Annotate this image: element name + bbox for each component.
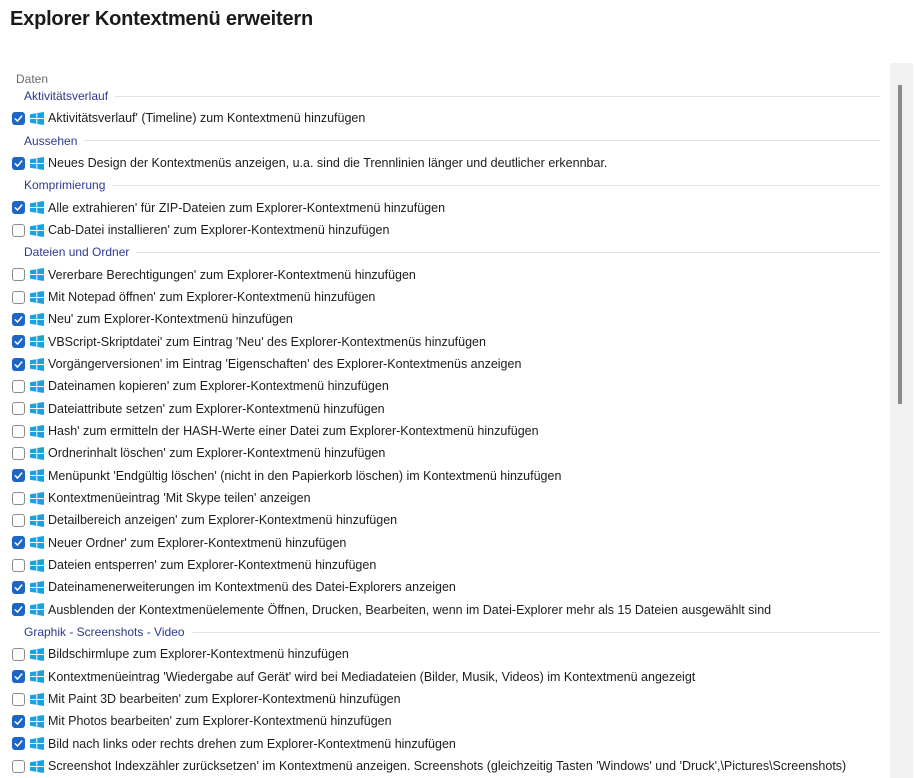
checkbox[interactable] <box>12 760 25 773</box>
checkbox-label[interactable]: Vorgängerversionen' im Eintrag 'Eigenschaften' des Explorer-Kontextmenüs anzeigen <box>48 357 522 372</box>
windows-logo-icon <box>29 156 45 171</box>
option-row <box>0 532 915 554</box>
windows-logo-icon <box>29 267 45 282</box>
option-row <box>0 554 915 576</box>
option-row <box>0 755 915 777</box>
windows-logo-icon <box>29 200 45 215</box>
checkbox[interactable] <box>12 536 25 549</box>
checkbox-label[interactable]: Bildschirmlupe zum Explorer-Kontextmenü hinzufügen <box>48 647 349 662</box>
group-divider <box>84 140 880 141</box>
checkmark-icon <box>13 470 24 481</box>
checkmark-icon <box>13 202 24 213</box>
checkmark-icon <box>13 336 24 347</box>
windows-logo-icon <box>29 602 45 617</box>
windows-logo-icon <box>29 290 45 305</box>
checkbox-label[interactable]: Dateiattribute setzen' zum Explorer-Kontextmenü hinzufügen <box>48 401 385 416</box>
option-row <box>0 264 915 286</box>
group-header <box>0 621 915 643</box>
group-header <box>0 130 915 152</box>
checkbox-label[interactable]: Kontextmenüeintrag 'Wiedergabe auf Gerät' wird bei Mediadateien (Bilder, Musik, Videos) im Kontextmenü angezeigt <box>48 669 696 684</box>
checkbox[interactable] <box>12 559 25 572</box>
checkmark-icon <box>13 582 24 593</box>
group-header-label: Graphik - Screenshots - Video <box>24 625 185 640</box>
windows-logo-icon <box>29 759 45 774</box>
windows-logo-icon <box>29 558 45 573</box>
checkmark-icon <box>13 113 24 124</box>
checkbox[interactable] <box>12 492 25 505</box>
option-row <box>0 666 915 688</box>
group-header-label: Aussehen <box>24 133 78 148</box>
windows-logo-icon <box>29 491 45 506</box>
checkbox-label[interactable]: Bild nach links oder rechts drehen zum Explorer-Kontextmenü hinzufügen <box>48 736 456 751</box>
option-row <box>0 286 915 308</box>
checkbox[interactable] <box>12 380 25 393</box>
checkbox[interactable] <box>12 581 25 594</box>
option-row <box>0 219 915 241</box>
checkbox[interactable] <box>12 112 25 125</box>
windows-logo-icon <box>29 692 45 707</box>
scrollbar-thumb[interactable] <box>898 85 902 404</box>
checkbox-label[interactable]: Screenshot Indexzähler zurücksetzen' im Kontextmenü anzeigen. Screenshots (gleichzeitig Tasten 'Windows' und 'Druck',\Pictures\Screenshots) <box>48 759 847 773</box>
option-row <box>0 398 915 420</box>
checkmark-icon <box>13 604 24 615</box>
checkbox-label[interactable]: Ausblenden der Kontextmenüelemente Öffnen, Drucken, Bearbeiten, wenn im Datei-Explorer mehr als 15 Dateien ausgewählt sind <box>48 602 772 617</box>
checkbox[interactable] <box>12 670 25 683</box>
checkbox-label[interactable]: Dateinamen kopieren' zum Explorer-Kontextmenü hinzufügen <box>48 379 389 394</box>
checkmark-icon <box>13 738 24 749</box>
option-row <box>0 308 915 330</box>
checkbox[interactable] <box>12 447 25 460</box>
checkbox-label[interactable]: Dateinamenerweiterungen im Kontextmenü des Datei-Explorers anzeigen <box>48 580 456 595</box>
option-row <box>0 420 915 442</box>
page-title: Explorer Kontextmenü erweitern <box>10 8 313 30</box>
checkbox[interactable] <box>12 737 25 750</box>
option-row <box>0 643 915 665</box>
checkbox-label[interactable]: VBScript-Skriptdatei' zum Eintrag 'Neu' des Explorer-Kontextmenüs hinzufügen <box>48 334 486 349</box>
group-divider <box>115 96 880 97</box>
options-list <box>0 85 915 777</box>
checkbox[interactable] <box>12 425 25 438</box>
checkbox[interactable] <box>12 648 25 661</box>
option-row <box>0 331 915 353</box>
group-header <box>0 174 915 196</box>
windows-logo-icon <box>29 513 45 528</box>
checkbox[interactable] <box>12 715 25 728</box>
checkbox-label[interactable]: Cab-Datei installieren' zum Explorer-Kontextmenü hinzufügen <box>48 223 390 238</box>
checkbox-label[interactable]: Alle extrahieren' für ZIP-Dateien zum Explorer-Kontextmenü hinzufügen <box>48 200 446 215</box>
checkbox[interactable] <box>12 224 25 237</box>
scrollbar-track[interactable] <box>890 63 913 778</box>
checkbox-label[interactable]: Neues Design der Kontextmenüs anzeigen, u.a. sind die Trennlinien länger und deutlicher erkennbar. <box>48 156 608 171</box>
option-row <box>0 688 915 710</box>
group-header-label: Aktivitätsverlauf <box>24 89 109 104</box>
windows-logo-icon <box>29 223 45 238</box>
checkbox-label[interactable]: Mit Photos bearbeiten' zum Explorer-Kontextmenü hinzufügen <box>48 714 392 729</box>
checkmark-icon <box>13 158 24 169</box>
checkbox[interactable] <box>12 335 25 348</box>
windows-logo-icon <box>29 580 45 595</box>
group-header <box>0 85 915 107</box>
checkbox[interactable] <box>12 358 25 371</box>
checkbox-label[interactable]: Detailbereich anzeigen' zum Explorer-Kontextmenü hinzufügen <box>48 513 398 528</box>
option-row <box>0 509 915 531</box>
group-header-label: Komprimierung <box>24 178 106 193</box>
checkmark-icon <box>13 671 24 682</box>
option-row <box>0 197 915 219</box>
windows-logo-icon <box>29 669 45 684</box>
windows-logo-icon <box>29 357 45 372</box>
windows-logo-icon <box>29 714 45 729</box>
option-row <box>0 353 915 375</box>
windows-logo-icon <box>29 334 45 349</box>
option-row <box>0 487 915 509</box>
checkbox-label[interactable]: Menüpunkt 'Endgültig löschen' (nicht in den Papierkorb löschen) im Kontextmenü hinzufügen <box>48 468 562 483</box>
checkbox[interactable] <box>12 268 25 281</box>
group-divider <box>112 185 880 186</box>
group-divider <box>136 252 880 253</box>
checkbox-label[interactable]: Mit Paint 3D bearbeiten' zum Explorer-Kontextmenü hinzufügen <box>48 692 401 707</box>
checkbox-label[interactable]: Vererbare Berechtigungen' zum Explorer-Kontextmenü hinzufügen <box>48 267 416 282</box>
windows-logo-icon <box>29 424 45 439</box>
checkbox-label[interactable]: Neu' zum Explorer-Kontextmenü hinzufügen <box>48 312 293 327</box>
checkbox[interactable] <box>12 157 25 170</box>
option-row <box>0 465 915 487</box>
option-row <box>0 152 915 174</box>
windows-logo-icon <box>29 312 45 327</box>
windows-logo-icon <box>29 468 45 483</box>
checkmark-icon <box>13 537 24 548</box>
checkmark-icon <box>13 359 24 370</box>
option-row <box>0 576 915 598</box>
windows-logo-icon <box>29 379 45 394</box>
checkbox[interactable] <box>12 514 25 527</box>
checkbox[interactable] <box>12 603 25 616</box>
windows-logo-icon <box>29 111 45 126</box>
checkbox[interactable] <box>12 469 25 482</box>
windows-logo-icon <box>29 535 45 550</box>
checkmark-icon <box>13 716 24 727</box>
section-label: Daten <box>16 72 49 86</box>
checkbox-label[interactable]: Mit Notepad öffnen' zum Explorer-Kontextmenü hinzufügen <box>48 290 376 305</box>
checkbox-label[interactable]: Dateien entsperren' zum Explorer-Kontextmenü hinzufügen <box>48 558 377 573</box>
checkbox[interactable] <box>12 693 25 706</box>
windows-logo-icon <box>29 647 45 662</box>
group-header-label: Dateien und Ordner <box>24 245 130 260</box>
windows-logo-icon <box>29 401 45 416</box>
checkbox-label[interactable]: Aktivitätsverlauf' (Timeline) zum Kontextmenü hinzufügen <box>48 111 366 126</box>
checkbox-label[interactable]: Ordnerinhalt löschen' zum Explorer-Kontextmenü hinzufügen <box>48 446 386 461</box>
option-row <box>0 107 915 129</box>
windows-logo-icon <box>29 446 45 461</box>
checkbox[interactable] <box>12 313 25 326</box>
checkbox-label[interactable]: Neuer Ordner' zum Explorer-Kontextmenü hinzufügen <box>48 535 347 550</box>
checkbox[interactable] <box>12 201 25 214</box>
group-divider <box>192 632 880 633</box>
checkmark-icon <box>13 314 24 325</box>
checkbox-label[interactable]: Hash' zum ermitteln der HASH-Werte einer Datei zum Explorer-Kontextmenü hinzufügen <box>48 424 539 439</box>
windows-logo-icon <box>29 736 45 751</box>
option-row <box>0 710 915 732</box>
option-row <box>0 442 915 464</box>
checkbox-label[interactable]: Kontextmenüeintrag 'Mit Skype teilen' anzeigen <box>48 491 311 506</box>
option-row <box>0 375 915 397</box>
group-header <box>0 241 915 263</box>
checkbox[interactable] <box>12 291 25 304</box>
option-row <box>0 733 915 755</box>
checkbox[interactable] <box>12 402 25 415</box>
option-row <box>0 599 915 621</box>
